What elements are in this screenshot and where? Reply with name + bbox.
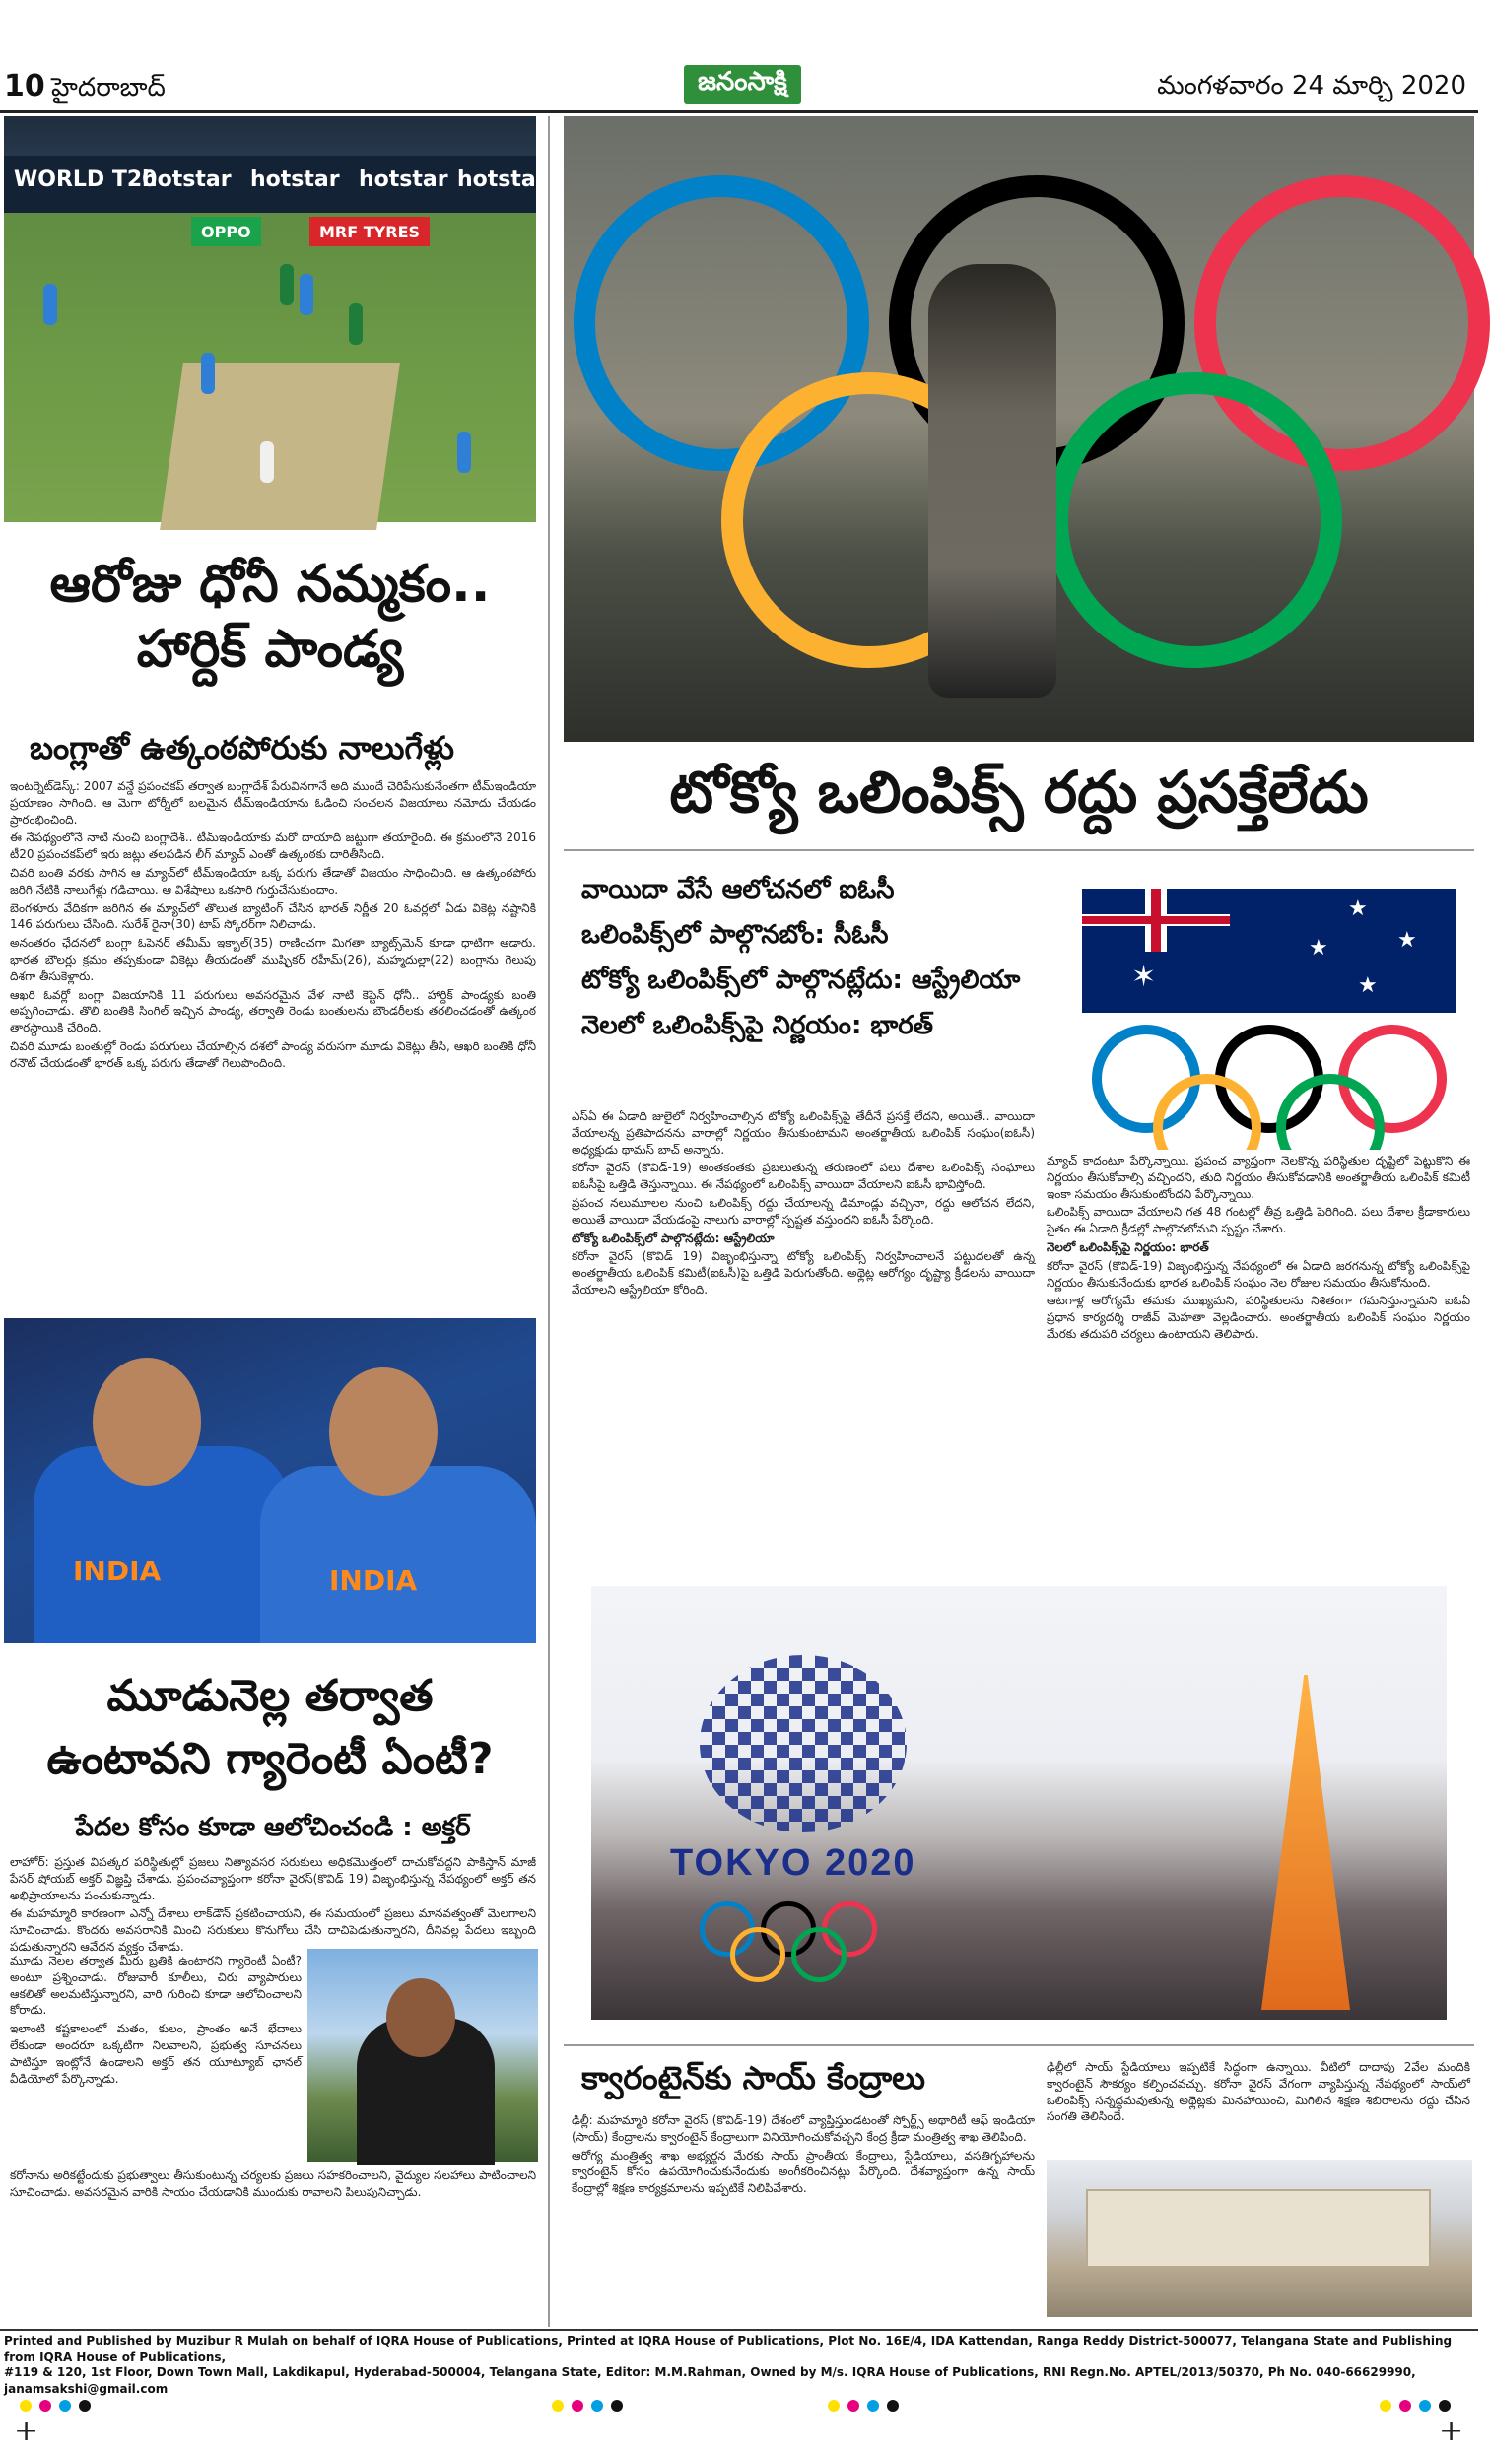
- player: [349, 303, 363, 345]
- ad-board: OPPO: [191, 217, 261, 246]
- jersey-text: INDIA: [329, 1565, 418, 1597]
- star-icon: ★: [1309, 936, 1328, 961]
- story1-headline-line2: హార్దిక్ పాండ్య: [136, 620, 404, 679]
- player: [201, 353, 215, 394]
- akhtar-photo: [307, 1949, 538, 2162]
- register-cross-icon: +: [1439, 2414, 1464, 2448]
- paragraph: అనంతరం ఛేదనలో బంగ్లా ఓపెనర్‌ తమీమ్‌ ఇక్బాల్‌(35) రాణించగా మిగతా బ్యాట్స్‌మెన్‌ కూడా ధాటిగా ఆడారు. భారత బౌలర్లు క్రమం తప్పకుండా వికెట్లు తీయడంతో ముష్ఫికర్‌ రహీమ్‌(26), మహ్మదుల్లా(22) బంగ్లాను గెలుపు దిశగా తీసుకెళ్లారు.: [10, 936, 536, 983]
- story1-subhead: బంగ్లాతో ఉత్కంఠపోరుకు నాలుగేళ్లు: [30, 729, 454, 766]
- subhead-line: టోక్యో ఒలింపిక్స్‌లో పాల్గొనట్లేదు: ఆస్ట్రేలియా: [581, 966, 1021, 995]
- paragraph: టోక్యో ఒలింపిక్స్‌లో పాల్గొనట్లేదు: ఆస్ట్రేలియా: [572, 1231, 775, 1245]
- player-face: [93, 1358, 201, 1486]
- paragraph: చివరి మూడు బంతుల్లో రెండు పరుగులు చేయాల్సిన దశలో పాండ్య వరుసగా మూడు వికెట్లు తీసి, ఆఖరి బంతికి ధోనీ రనౌట్‌ చేయడంతో భారత్‌ ఒక్క పరుగు తేడాతో గెలుపొందింది.: [10, 1038, 536, 1070]
- story3-headline: [4, 1665, 536, 1791]
- olympic-rings-icon: [1047, 372, 1342, 668]
- masthead: [4, 61, 1474, 106]
- story3-headline-line2: ఉంటావని గ్యారెంటీ ఏంటీ?: [46, 1734, 494, 1784]
- paragraph: ఈ మహమ్మారి కారణంగా ఎన్నో దేశాలు లాక్‌డౌన్‌ ప్రకటించాయని, ఈ సమయంలో ప్రజలు మానవత్వంతో మెలగాలని సూచించాడు. కొందరు అవసరానికి మించి సరుకులు కొనుగోలు చేసి దాచిపెడుతున్నారని, దీనివల్ల పేదలు ఇబ్బంది పడుతున్నారని ఆవేదన వ్యక్తం చేశాడు.: [10, 1906, 536, 1954]
- star-icon: ★: [1397, 928, 1417, 953]
- story2-body-right: [1047, 1153, 1470, 1571]
- newspaper-brand: జనంసాక్షి: [684, 65, 801, 104]
- paragraph: ఆరోగ్య మంత్రిత్వ శాఖ అభ్యర్థన మేరకు సాయ్‌ ప్రాంతీయ కేంద్రాలు, స్టేడియాలు, వసతిగృహాలను క్వారంటైన్‌ కోసం ఉపయోగించుకునేందుకు అంగీకరించినట్లు పేర్కొంది. దేశవ్యాప్తంగా ఉన్న సాయ్‌ కేంద్రాల్లో శిక్షణ కార్యక్రమాలను ఇప్పటికే నిలిపివేశారు.: [572, 2148, 1035, 2196]
- page-number: 10: [4, 69, 45, 103]
- story1-body: [10, 778, 536, 1310]
- subhead-line: ఒలింపిక్స్‌లో పాల్గొనబోం: సీఓసీ: [581, 920, 889, 950]
- story2-body-left: [572, 1108, 1035, 1571]
- star-icon: ✶: [1131, 960, 1157, 994]
- board-label: hotstar: [457, 167, 547, 192]
- story4-body-right: [1047, 2059, 1470, 2154]
- paragraph: ఎస్‌ఏ ఈ ఏడాది జులైలో నిర్వహించాల్సిన టోక్యో ఒలింపిక్స్‌పై తేదీనే ప్రసక్తే లేదని, అయితే.. వాయిదా వేయాలన్న ప్రతిపాదనను వారాల్లో నిర్ణయం తీసుకుంటామని అంతర్జాతీయ ఒలింపిక్‌ సంఘం(ఐఓసీ) అధ్యక్షుడు థామస్‌ బాచ్‌ అన్నారు.: [572, 1109, 1035, 1157]
- paragraph: కరోనా వైరస్‌ (కొవిడ్‌-19) అంతకంతకు ప్రబలుతున్న తరుణంలో పలు దేశాల ఒలింపిక్స్‌ సంఘాలు ఐఓసీపై ఒత్తిడి తెస్తున్నాయి. ఈ నేపథ్యంలో ఒలింపిక్స్‌ వాయిదా వేయాలని ఐఓసీ భావిస్తోంది.: [572, 1161, 1035, 1192]
- paragraph: ఒలింపిక్స్‌ వాయిదా వేయాలని గత 48 గంటల్లో తీవ్ర ఒత్తిడి పెరిగింది. పలు దేశాల క్రీడాకారులు సైతం ఈ ఏడాది క్రీడల్లో పాల్గొనబోమని స్పష్టం చేశారు.: [1047, 1205, 1470, 1236]
- paragraph: మ్యాచ్‌ కాదంటూ పేర్కొన్నాయి. ప్రపంచ వ్యాప్తంగా నెలకొన్న పరిస్థితుల దృష్టిలో పెట్టుకొని ఈ నిర్ణయం తీసుకోవాల్సి వచ్చిందని, తుది నిర్ణయం తీసుకోవడానికి అంతర్జాతీయ ఒలింపిక్‌ కమిటీ ఇంకా సమయం తీసుకుంటోందని పేర్కొన్నాయి.: [1047, 1154, 1470, 1201]
- story4-body-left: [572, 2112, 1035, 2327]
- paragraph: చివరి బంతి వరకు సాగిన ఆ మ్యాచ్‌లో టీమ్‌ఇండియా ఒక్క పరుగు తేడాతో విజయం సాధించింది. ఆ ఉత్కంఠపోరు జరిగి నేటికి నాలుగేళ్లు గడిచాయి. ఆ విశేషాలు ఒకసారి గుర్తుచేసుకుందాం.: [10, 865, 536, 897]
- olympic-rings-icon: [730, 1927, 785, 1982]
- paragraph: మూడు నెలల తర్వాత మీరు బ్రతికి ఉంటారని గ్యారెంటీ ఏంటీ? అంటూ ప్రశ్నించాడు. రోజువారీ కూలీలు, చిరు వ్యాపారులు ఆకలితో అలమటిస్తున్నారని, వారి గురించి కూడా ఆలోచించాలని కోరాడు.: [10, 1954, 302, 2018]
- pedestrian: [928, 264, 1056, 698]
- story1-headline: [4, 552, 536, 682]
- story4-headline: క్వారంటైన్‌కు సాయ్ కేంద్రాలు: [581, 2059, 925, 2097]
- imprint-line: Printed and Published by Muzibur R Mulah on behalf of IQRA House of Publications, Printed at IQRA House of Publications, Plot No. 16E/4, IDA Kattendan, Ranga Reddy District-500077, Telangana State and Publishing from IQRA House of Publications,: [4, 2334, 1453, 2364]
- board-label: hotstar: [142, 167, 232, 192]
- tokyo-tower: [1261, 1675, 1350, 2010]
- player: [457, 432, 471, 473]
- headline-rule: [564, 849, 1474, 851]
- story3-body-left: [10, 1953, 302, 2164]
- paragraph: ఆటగాళ్ల ఆరోగ్యమే తమకు ముఖ్యమని, పరిస్థితులను నిశితంగా గమనిస్తున్నామని ఐఓఏ ప్రధాన కార్యదర్శి రాజీవ్‌ మెహతా వెల్లడించారు. అంతర్జాతీయ ఒలింపిక్‌ సంఘం నిర్ణయం మేరకు తదుపరి చర్యలు ఉంటాయని తెలిపారు.: [1047, 1294, 1470, 1341]
- paragraph: కరోనా వైరస్‌ (కొవిడ్‌ 19) విజృంభిస్తున్నా టోక్యో ఒలింపిక్స్‌ నిర్వహించాలనే పట్టుదలతో ఉన్న అంతర్జాతీయ ఒలింపిక్‌ కమిటీ(ఐఓసీ)పై ఒత్తిడి పెరుగుతోంది. అథ్లెట్ల ఆరోగ్యం దృష్ట్యా క్రీడలను వాయిదా వేయాలని ఆస్ట్రేలియా కోరింది.: [572, 1249, 1035, 1297]
- header-rule: [0, 110, 1478, 113]
- paragraph: ఈ నేపథ్యంలోనే నాటి నుంచి బంగ్లాదేశ్‌.. టీమ్‌ఇండియాకు మరో దాయాది జట్టుగా తయారైంది. ఈ క్రమంలోనే 2016 టీ20 ప్రపంచకప్‌లో ఇరు జట్లు తలపడిన లీగ్‌ మ్యాచ్‌ ఎంతో ఉత్కంఠకు దారితీసింది.: [10, 831, 536, 862]
- story3-body-top: [10, 1854, 536, 1954]
- stadium-building: [1086, 2189, 1431, 2268]
- paragraph: ప్రపంచ నలుమూలల నుంచి ఒలింపిక్స్‌ రద్దు చేయాలన్న డిమాండ్లు వచ్చినా, రద్దు ఆలోచన లేదని, అయితే వాయిదా వేయడంపై నాలుగు వారాల్లో స్పష్టత వస్తుందని ఐఓసీ పేర్కొంది.: [572, 1195, 1035, 1227]
- player: [43, 284, 57, 325]
- paragraph: ఇంటర్నెట్‌డెస్క్‌: 2007 వన్డే ప్రపంచకప్‌ తర్వాత బంగ్లాదేశ్‌ పేరువినగానే అది ముందే చెరిపేసుకునేంతగా టీమ్‌ఇండియా ప్రయాణం సాగింది. ఆ మెగా టోర్నీలో బలమైన టీమ్‌ఇండియాను ఓడించి సంచలన విజయాలు నమోదు చేయడం ప్రారంభించింది.: [10, 779, 536, 827]
- tokyo-2020-emblem-icon: [700, 1655, 907, 1832]
- sai-stadium-photo: [1047, 2160, 1472, 2317]
- paragraph: ఆఖరి ఓవర్లో బంగ్లా విజయానికి 11 పరుగులు అవసరమైన వేళ నాటి కెప్టెన్‌ ధోనీ.. హార్దిక్‌ పాండ్యకు బంతి అప్పగించాడు. తొలి బంతికి సింగిల్‌ ఇచ్చిన పాండ్య, తర్వాతి రెండు బంతులను బౌండరీలకు తరలించడంతో ఉత్కంఠ తారస్థాయికి చేరింది.: [10, 987, 536, 1035]
- paragraph: బెంగళూరు వేదికగా జరిగిన ఈ మ్యాచ్‌లో తొలుత బ్యాటింగ్‌ చేసిన భారత్‌ నిర్ణీత 20 ఓవర్లలో ఏడు వికెట్ల నష్టానికి 146 పరుగులు చేసింది. సురేశ్‌ రైనా(30) టాప్‌ స్కోరర్‌గా నిలిచాడు.: [10, 900, 536, 932]
- stadium-boards: [4, 156, 547, 213]
- story3-body-bottom: [10, 2167, 536, 2325]
- subhead-line: వాయిదా వేసే ఆలోచనలో ఐఓసీ: [581, 875, 895, 904]
- story2-subheads: [581, 867, 1064, 1048]
- board-label: WORLD T20: [14, 167, 158, 192]
- paragraph: ఇలాంటి కష్టకాలంలో మతం, కులం, ప్రాంతం అనే భేదాలు లేకుండా అందరూ ఒక్కటిగా నిలవాలని, ప్రభుత్వ సూచనలు పాటిస్తూ ఇంట్లోనే ఉండాలని అక్తర్‌ తన యూట్యూబ్‌ ఛానల్‌ వీడియోలో పేర్కొన్నాడు.: [10, 2022, 302, 2086]
- australia-flag: [1082, 889, 1456, 1013]
- australia-olympics-graphic: [1072, 887, 1466, 1147]
- star-icon: ★: [1348, 897, 1368, 921]
- footer-rule: [0, 2329, 1478, 2331]
- board-label: hotstar: [250, 167, 340, 192]
- story1-headline-line1: ఆరోజు ధోనీ నమ్మకం..: [49, 555, 491, 614]
- print-color-bar: [0, 2396, 1478, 2416]
- register-cross-icon: +: [14, 2414, 39, 2448]
- column-divider: [548, 116, 550, 2327]
- person-head: [386, 1978, 455, 2057]
- jersey-text: INDIA: [73, 1555, 162, 1587]
- union-jack: [1082, 889, 1230, 952]
- section-rule: [564, 2044, 1474, 2046]
- subhead-line: నెలలో ఒలింపిక్స్‌పై నిర్ణయం: భారత్: [581, 1011, 933, 1040]
- umpire: [260, 441, 274, 483]
- issue-date: మంగళవారం 24 మార్చి 2020: [1157, 71, 1466, 100]
- story3-headline-line1: మూడునెల్ల తర్వాత: [106, 1671, 434, 1721]
- paragraph: నెలలో ఒలింపిక్స్‌పై నిర్ణయం: భారత్: [1047, 1239, 1209, 1254]
- pitch: [160, 363, 400, 530]
- paragraph: లాహోర్‌: ప్రస్తుత విపత్కర పరిస్థితుల్లో ప్రజలు నిత్యావసర సరుకులు అధికమొత్తంలో దాచుకోవద్దని పాకిస్తాన్‌ మాజీ పేసర్‌ షోయబ్‌ అక్తర్‌ విజ్ఞప్తి చేశాడు. ప్రపంచవ్యాప్తంగా కరోనా వైరస్‌(కొవిడ్‌ 19) విజృంభిస్తున్న నేపథ్యంలో అక్తర్‌ తన అభిప్రాయాలను పంచుకున్నాడు.: [10, 1855, 536, 1902]
- olympic-rings-icon: [791, 1927, 847, 1982]
- tokyo-2020-photo: [591, 1586, 1447, 2020]
- paragraph: ఢిల్లీలో సాయ్‌ స్టేడియాలు ఇప్పటికే సిద్ధంగా ఉన్నాయి. వీటిలో దాదాపు 2వేల మందికి క్వారంటైన్‌ సౌకర్యం కల్పించవచ్చు. కరోనా వైరస్‌ వేగంగా వ్యాపిస్తున్న నేపథ్యంలో సాయ్‌లో ఒలింపిక్స్‌ సన్నద్ధమవుతున్న అథ్లెట్లకు మినహాయించి, మిగిలిన శిక్షణ శిబిరాలను రద్దు చేసిన సంగతి తెలిసిందే.: [1047, 2060, 1470, 2124]
- player: [300, 274, 313, 315]
- cricket-photo: [4, 116, 547, 522]
- story3-subhead: పేదల కోసం కూడా ఆలోచించండి : అక్తర్: [75, 1813, 471, 1842]
- ad-board: MRF TYRES: [309, 217, 430, 246]
- paragraph: కరోనా వైరస్‌ (కొవిడ్‌-19) విజృంభిస్తున్న నేపథ్యంలో ఈ ఏడాది జరగనున్న టోక్యో ఒలింపిక్స్‌పై నిర్ణయం తీసుకునేందుకు భారత ఒలింపిక్‌ సంఘం నెల రోజుల సమయం తీసుకోనుంది.: [1047, 1258, 1470, 1290]
- player-face: [329, 1367, 438, 1496]
- paragraph: ఢిల్లీ: మహమ్మారి కరోనా వైరస్‌ (కొవిడ్‌-19) దేశంలో వ్యాప్తిస్తుండటంతో స్పోర్ట్స్‌ అథారిటీ ఆఫ్‌ ఇండియా (సాయ్‌) కేంద్రాలను క్వారంటైన్‌ కేంద్రాలుగా వినియోగించుకోవచ్చని కేంద్ర క్రీడా మంత్రిత్వ శాఖ తెలిపింది.: [572, 2113, 1035, 2144]
- paragraph: కరోనాను అరికట్టేందుకు ప్రభుత్వాలు తీసుకుంటున్న చర్యలకు ప్రజలు సహకరించాలని, వైద్యుల సలహాలు పాటించాలని సూచించాడు. అవసరమైన వారికి సాయం చేయడానికి ముందుకు రావాలని పిలుపునిచ్చాడు.: [10, 2168, 536, 2199]
- edition-city: హైదరాబాద్: [51, 73, 166, 102]
- star-icon: ★: [1358, 973, 1378, 998]
- story2-headline: టోక్యో ఒలింపిక్స్ రద్దు ప్రసక్తేలేదు: [669, 759, 1369, 826]
- imprint-line: #119 & 120, 1st Floor, Down Town Mall, Lakdikapul, Hyderabad-500004, Telangana State, Editor: M.M.Rahman, Owned by M/s. IQRA House of Publications, RNI Regn.No. APTEL/2013/50370, Ph No. 040-66629990, janamsakshi@gmail.com: [4, 2365, 1416, 2396]
- imprint: [4, 2333, 1474, 2397]
- board-label: hotstar: [359, 167, 448, 192]
- tokyo-2020-text: TOKYO 2020: [670, 1842, 916, 1884]
- olympic-rings-photo: [564, 116, 1474, 742]
- player: [280, 264, 294, 305]
- players-photo: [4, 1318, 536, 1643]
